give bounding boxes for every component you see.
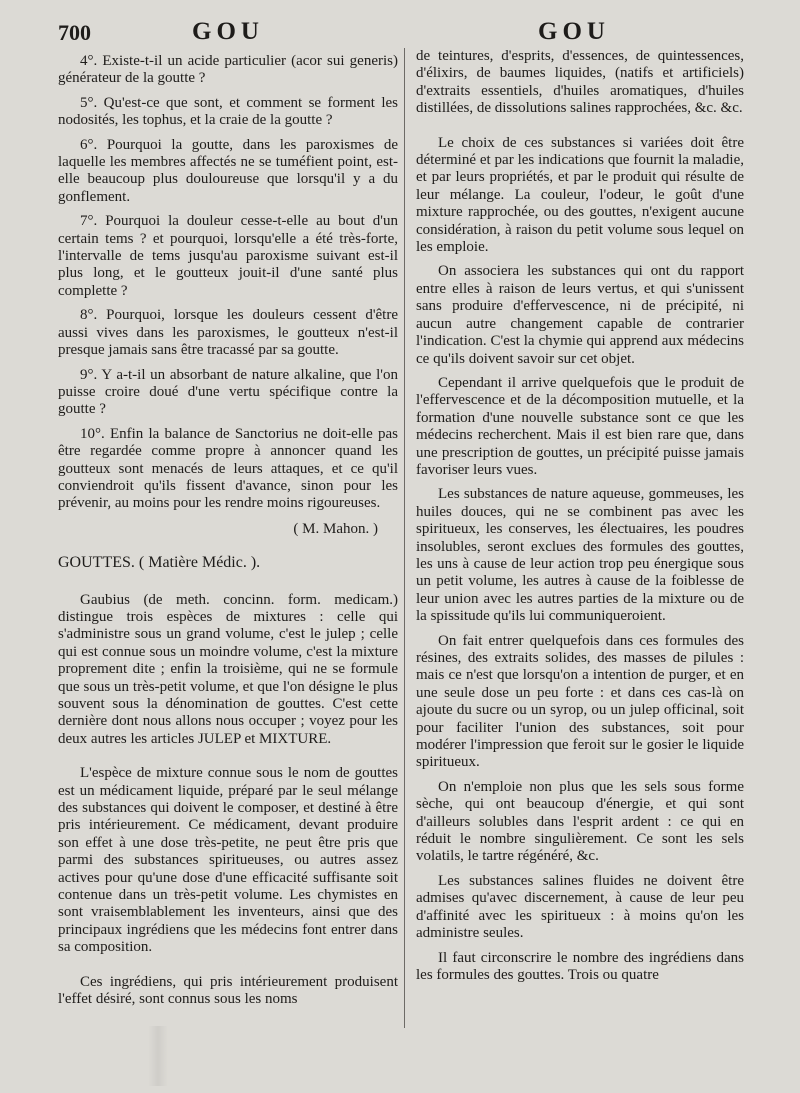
page-number: 700: [58, 20, 91, 45]
body-paragraph: Les substances salines fluides ne doivent être admises qu'avec discernement, à cause de leur peu d'affinité avec les spiritueux : à moins qu'on les administre seules.: [416, 872, 744, 942]
left-column: [58, 53, 398, 1016]
question-8: 8°. Pourquoi, lorsque les douleurs cessent d'être aussi vives dans les paroxismes, le goutteux n'est-il presque jamais sans être tracassé par sa goutte.: [58, 307, 398, 359]
question-5: 5°. Qu'est-ce que sont, et comment se forment les nodosités, les tophus, et la craie de la goutte ?: [58, 94, 398, 129]
column-divider: [404, 48, 405, 1028]
article-title: GOUTTES. ( Matière Médic. ).: [58, 554, 261, 572]
body-paragraph: Les substances de nature aqueuse, gommeuses, les huiles douces, qui ne se combinent pas avec les spiritueux, les conserves, les électuaires, les poudres insolubles, seront exclues des formules des gouttes, les uns à cause de leur action trop peu énergique sous un petit volume, les autres à cause de la foiblesse de leur union avec les autres parties de la mixture ou de la spissitude qu'ils lui communiqueroient.: [416, 486, 744, 625]
body-paragraph: Cependant il arrive quelquefois que le produit de l'effervescence et de la décomposition mutuelle, et la formation d'une nouvelle substance sont ce que les médecins recherchent. Mais il est bien rare que, dans une prescription de gouttes, un précipité puisse jamais favoriser leurs vues.: [416, 374, 744, 478]
running-head-left: GOU: [192, 18, 264, 45]
article-paragraph: Ces ingrédiens, qui pris intérieurement produisent l'effet désiré, sont connus sous les noms: [58, 973, 398, 1008]
body-paragraph: On associera les substances qui ont du rapport entre elles à raison de leurs vertus, et qui s'unissent sans produire d'effervescence, ni de précipité, ni aucun autre changement capable de contrarier l'indication. C'est la chymie qui apprend aux médecins ce qu'ils doivent savoir sur cet objet.: [416, 263, 744, 367]
article-paragraph: L'espèce de mixture connue sous le nom de gouttes est un médicament liquide, préparé par le seul mélange des substances qui doivent le composer, et destiné à être pris intérieurement. Ce médicament, devant produire son effet à une dose très-petite, ne peut être pris que parmi des substances spiritueuses, ou autres assez actives pour qu'une dose d'une efficacité suffisante soit contenue dans un très-petit volume. Les chymistes en sont vraisemblablement les inventeurs, ainsi que des principaux ingrédiens que les médecins font entrer dans sa composition.: [58, 765, 398, 956]
body-paragraph: Le choix de ces substances si variées doit être déterminé et par les indications que fournit la maladie, et par leurs propriétés, et par le produit qui résulte de leur mélange. La couleur, l'odeur, le goût d'une mixture rapprochée, ou des gouttes, n'exigent aucune considération, à raison du petit volume sous lequel on les emploie.: [416, 134, 744, 256]
question-6: 6°. Pourquoi la goutte, dans les paroxismes de laquelle les membres affectés ne se tuméfient point, est-elle beaucoup plus douloureuse que lorsqu'il y a du gonflement.: [58, 136, 398, 205]
paper-fold-shadow: [148, 1026, 168, 1086]
question-7: 7°. Pourquoi la douleur cesse-t-elle au bout d'un certain tems ? et pourquoi, lorsqu'elle a été très-forte, l'intervalle de tems jusqu'au paroxisme suivant est-il plus long, et le goutteux jouit-il d'une santé plus complette ?: [58, 213, 398, 299]
body-paragraph: On fait entrer quelquefois dans ces formules des résines, des extraits solides, des masses de pilules : mais ce n'est que lorsqu'on a intention de purger, et en une seule dose un peu forte : et dans ces cas-là on ajoute du sucre ou un syrop, ou un julep officinal, soit pour faciliter l'union des substances, soit pour modérer l'impression que feroit sur le gosier le liquide spiritueux.: [416, 632, 744, 771]
body-paragraph: Il faut circonscrire le nombre des ingrédiens dans les formules des gouttes. Trois ou quatre: [416, 949, 744, 983]
running-head-right: GOU: [538, 18, 610, 45]
question-10: 10°. Enfin la balance de Sanctorius ne doit-elle pas être regardée comme propre à annoncer quand les goutteux sont menacés de leurs attaques, et ce qu'il conviendroit qu'ils fissent d'avance, sinon pour les prévenir, au moins pour les rendre moins rigoureuses.: [58, 425, 398, 512]
body-paragraph: On n'emploie non plus que les sels sous forme sèche, qui ont beaucoup d'énergie, et qui sont d'ailleurs solubles dans l'esprit ardent : ce qui en réduit le nombre singulièrement. Ce sont les sels volatils, le tartre régénéré, &c.: [416, 778, 744, 865]
right-column: [416, 48, 744, 991]
author-signature: ( M. Mahon. ): [293, 520, 378, 537]
article-paragraph: Gaubius (de meth. concinn. form. medicam.) distingue trois espèces de mixtures : celle qui s'administre sous un grand volume, c'est le julep ; celle qui est connue sous un moindre volume, c'est la mixture proprement dite ; enfin la troisième, qui ne se formule que sous un très-petit volume, et que l'on désigne le plus souvent sous la dénomination de gouttes. C'est cette dernière dont nous allons nous occuper ; voyez pour les deux autres les articles JULEP et MIXTURE.: [58, 591, 398, 747]
question-9: 9°. Y a-t-il un absorbant de nature alkaline, que l'on puisse croire doué d'une vertu spécifique contre la goutte ?: [58, 366, 398, 418]
question-4: 4°. Existe-t-il un acide particulier (acor sui generis) générateur de la goutte ?: [58, 53, 398, 87]
continued-paragraph: de teintures, d'esprits, d'essences, de quintessences, d'élixirs, de baumes liquides, (natifs et artificiels) d'extraits essentiels, d'huiles aromatiques, d'huiles distillées, de dissolutions salines rapprochées, &c. &c.: [416, 48, 744, 117]
